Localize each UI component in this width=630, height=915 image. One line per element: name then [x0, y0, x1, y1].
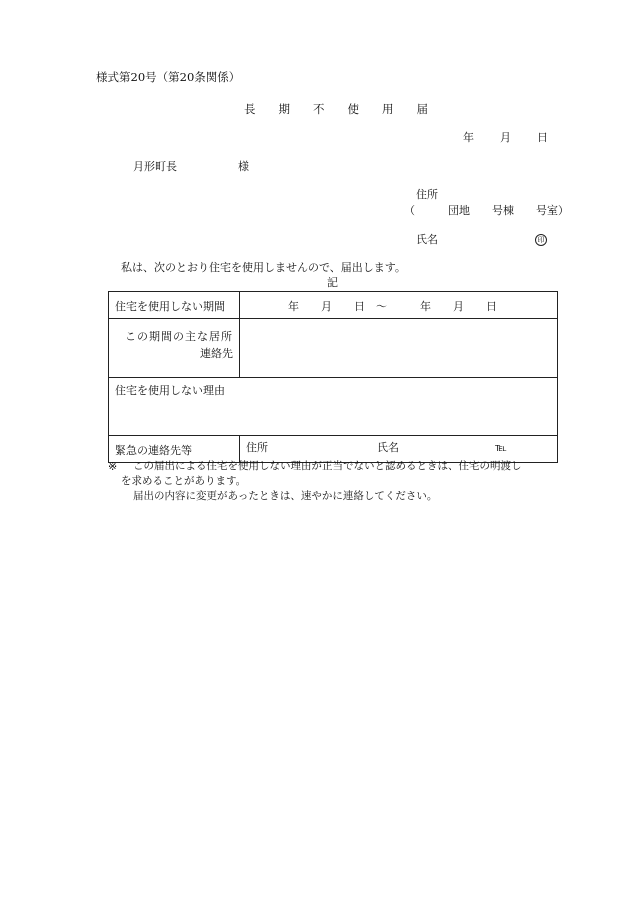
ki-heading: 記	[327, 276, 338, 289]
emergency-label: 緊急の連絡先等	[115, 444, 192, 457]
emergency-name-label: 氏名	[377, 441, 399, 454]
document-title: 長 期 不 使 用 届	[244, 102, 428, 116]
emergency-address-label: 住所	[246, 441, 268, 454]
emergency-value-cell	[240, 436, 558, 463]
period-value-cell	[240, 292, 558, 319]
residence-value-cell	[240, 319, 558, 378]
emergency-label-cell	[109, 436, 240, 463]
period-label-cell	[109, 292, 240, 319]
intro-text: 私は、次のとおり住宅を使用しませんので、届出します。	[121, 261, 406, 274]
addressee-honorific: 様	[238, 160, 249, 173]
applicant-name-label: 氏名	[416, 233, 438, 246]
date-year: 年	[463, 131, 474, 144]
date-month: 月	[500, 131, 511, 144]
note-line-1: この届出による住宅を使用しない理由が正当でないと認めるときは、住宅の明渡し	[133, 460, 522, 472]
seal-icon: 印	[535, 233, 547, 246]
residence-label-1: この期間の主な居所	[125, 330, 233, 343]
period-value: 年 月 日 ～ 年 月 日	[288, 300, 497, 313]
note-line-2: を求めることがあります。	[121, 475, 247, 487]
form-number: 様式第20号（第20条関係）	[96, 70, 241, 84]
note-line-3: 届出の内容に変更があったときは、速やかに連絡してください。	[133, 490, 438, 502]
addressee-name: 月形町長	[133, 160, 177, 173]
date-day: 日	[537, 131, 548, 144]
reason-cell	[109, 378, 558, 436]
period-label: 住宅を使用しない期間	[115, 300, 225, 313]
reason-label: 住宅を使用しない理由	[115, 384, 225, 397]
emergency-tel-label: ℡	[495, 441, 507, 454]
residence-label-2: 連絡先	[200, 346, 233, 360]
applicant-address-label: 住所	[416, 188, 438, 201]
notice-table	[108, 291, 558, 463]
residence-label-cell	[109, 319, 240, 378]
applicant-apartment-line: （ 団地 号棟 号室）	[404, 204, 569, 217]
note-mark: ※	[108, 460, 118, 473]
